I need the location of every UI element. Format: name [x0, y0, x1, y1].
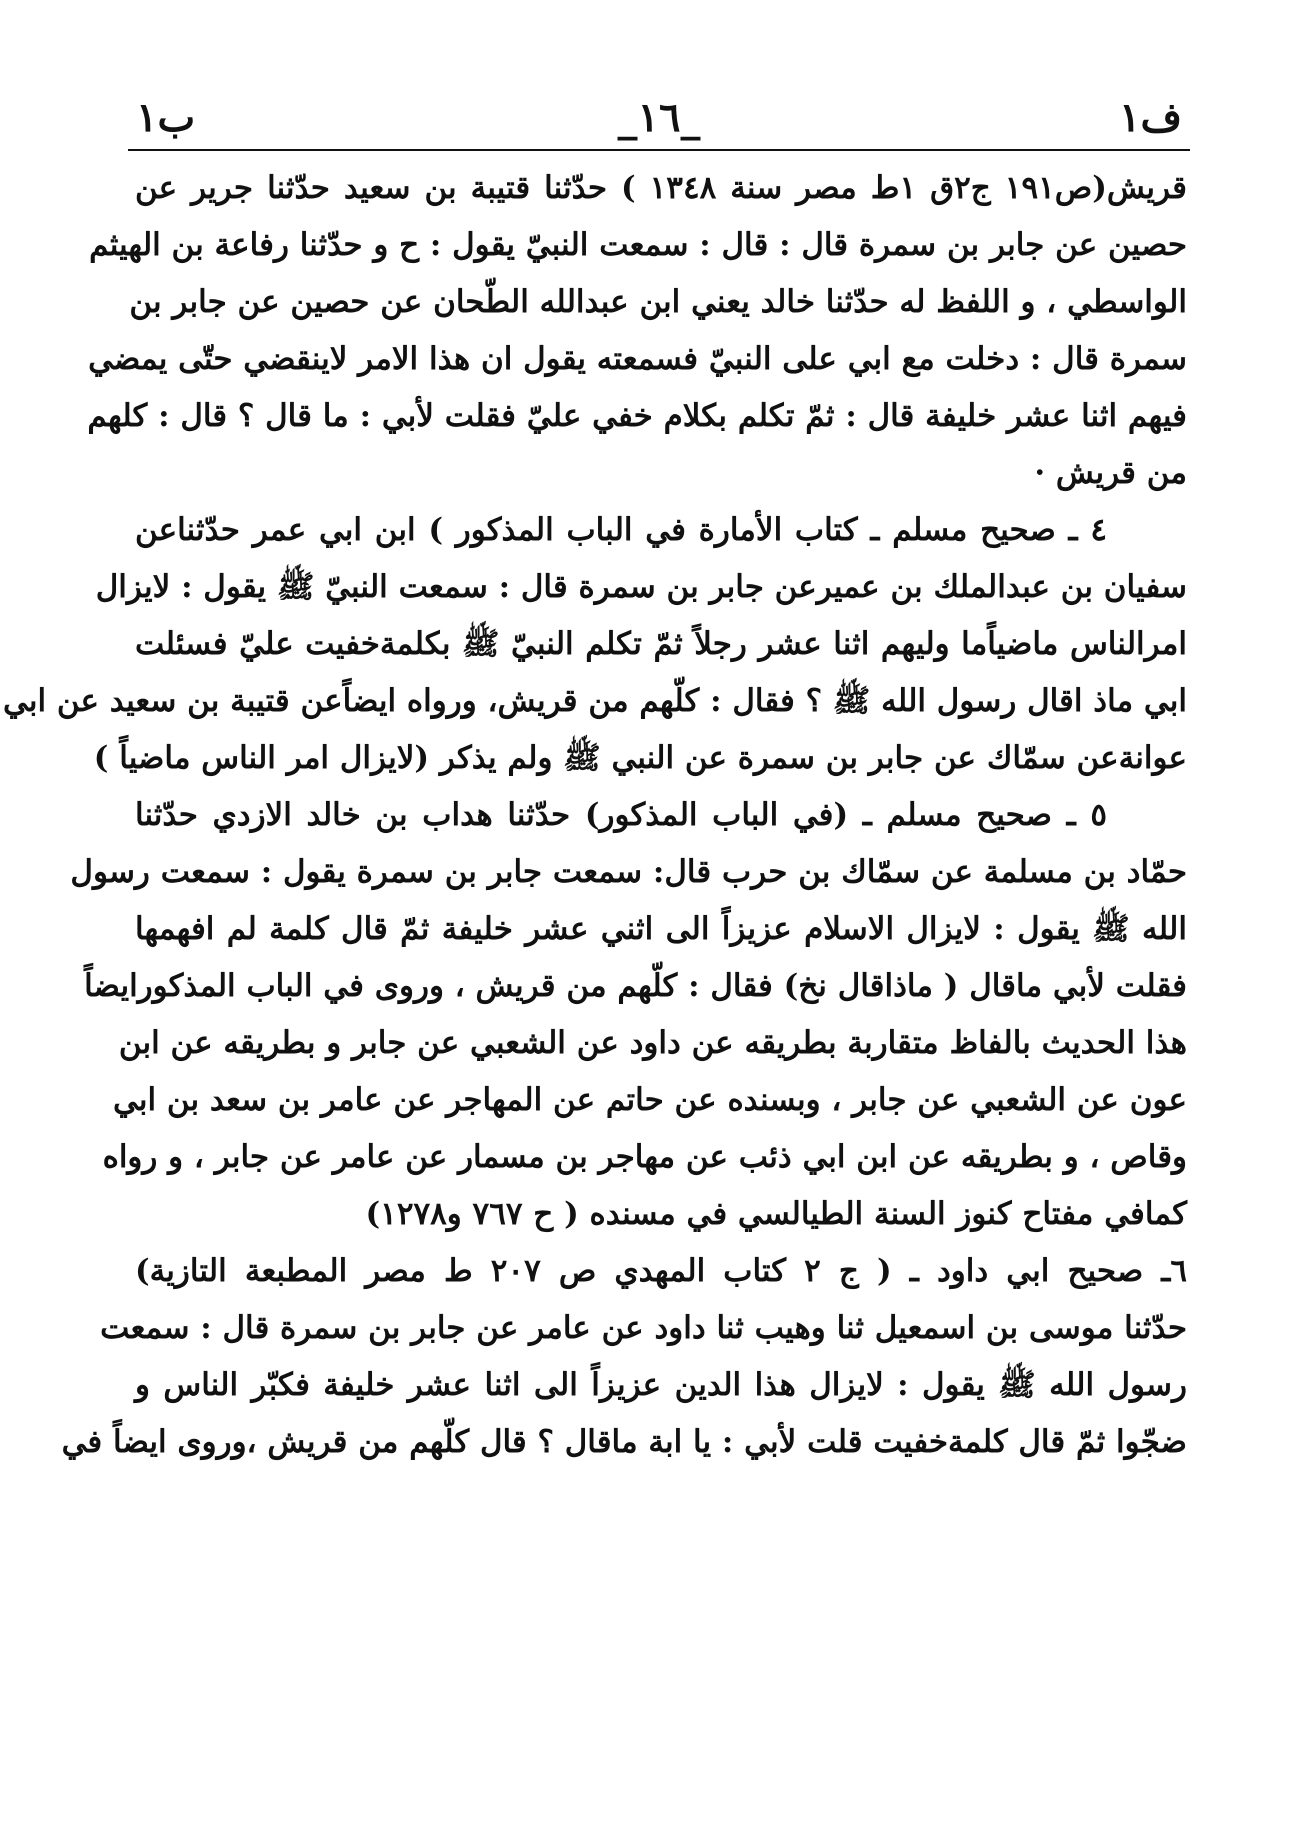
- text-line: وقاص ، و بطريقه عن ابن ابي ذئب عن مهاجر بن مسمار عن عامر عن جابر ، و رواه: [102, 1139, 1187, 1175]
- page-header: [128, 88, 1190, 148]
- text-line: من قريش ·: [1034, 455, 1187, 491]
- text-line: كمافي مفتاح كنوز السنة الطيالسي في مسنده ( ح ٧٦٧ و١٢٧٨): [365, 1196, 1187, 1232]
- text-line: الواسطي ، و اللفظ له حدّثنا خالد يعني ابن عبدالله الطّحان عن حصين عن جابر بن: [129, 284, 1187, 320]
- header-left-label: ب١: [136, 94, 196, 141]
- text-line: فيهم اثنا عشر خليفة قال : ثمّ تكلم بكلام خفي عليّ فقلت لأبي : ما قال ؟ قال : كلهم: [87, 398, 1187, 434]
- text-line: امرالناس ماضياًما وليهم اثنا عشر رجلاً ثمّ تكلم النبيّ ﷺ بكلمةخفيت عليّ فسئلت: [135, 626, 1187, 662]
- section-heading-line: ٦ـ صحيح ابي داود ـ ( ج ٢ كتاب المهدي ص ٢٠٧ ط مصر المطبعة التازية): [135, 1253, 1187, 1289]
- text-line: الله ﷺ يقول : لايزال الاسلام عزيزاً الى اثني عشر خليفة ثمّ قال كلمة لم افهمها: [135, 911, 1187, 947]
- text-line: حصين عن جابر بن سمرة قال : قال : سمعت النبيّ يقول : ح و حدّثنا رفاعة بن الهيثم: [89, 227, 1187, 263]
- header-right-label: ف١: [1119, 94, 1182, 141]
- header-rule: [128, 149, 1190, 151]
- text-line: عوانةعن سمّاك عن جابر بن سمرة عن النبي ﷺ ولم يذكر (لايزال امر الناس ماضياً ): [93, 740, 1187, 776]
- text-line: سمرة قال : دخلت مع ابي على النبيّ فسمعته يقول ان هذا الامر لاينقضي حتّى يمضي: [88, 341, 1187, 377]
- text-line: عون عن الشعبي عن جابر ، وبسنده عن حاتم عن المهاجر عن عامر بن سعد بن ابي: [113, 1082, 1187, 1118]
- section-heading-line: ٥ ـ صحيح مسلم ـ (في الباب المذكور) حدّثنا هداب بن خالد الازدي حدّثنا: [135, 797, 1107, 833]
- text-line: هذا الحديث بالفاظ متقاربة بطريقه عن داود عن الشعبي عن جابر و بطريقه عن ابن: [118, 1025, 1187, 1061]
- text-line: ابي ماذ اقال رسول الله ﷺ ؟ فقال : كلّهم من قريش، ورواه ايضاًعن قتيبة بن سعيد عن ابي: [3, 683, 1187, 719]
- page-body: [3, 160, 1187, 1471]
- text-line: رسول الله ﷺ يقول : لايزال هذا الدين عزيزاً الى اثنا عشر خليفة فكبّر الناس و: [135, 1367, 1187, 1403]
- text-line: قريش(ص١٩١ ج٢ق ١ط مصر سنة ١٣٤٨ ) حدّثنا قتيبة بن سعيد حدّثنا جرير عن: [135, 170, 1187, 206]
- text-line: فقلت لأبي ماقال ( ماذاقال نخ) فقال : كلّهم من قريش ، وروى في الباب المذكورايضاً: [84, 968, 1187, 1004]
- text-line: حدّثنا موسى بن اسمعيل ثنا وهيب ثنا داود عن عامر عن جابر بن سمرة قال : سمعت: [100, 1310, 1187, 1346]
- text-line: ضجّوا ثمّ قال كلمةخفيت قلت لأبي : يا ابة ماقال ؟ قال كلّهم من قريش ،وروى ايضاً في: [61, 1424, 1187, 1460]
- section-heading-line: ٤ ـ صحيح مسلم ـ كتاب الأمارة في الباب المذكور ) ابن ابي عمر حدّثناعن: [135, 512, 1107, 548]
- text-line: سفيان بن عبدالملك بن عميرعن جابر بن سمرة قال : سمعت النبيّ ﷺ يقول : لايزال: [95, 569, 1187, 605]
- text-line: حمّاد بن مسلمة عن سمّاك بن حرب قال: سمعت جابر بن سمرة يقول : سمعت رسول: [70, 854, 1187, 890]
- page-number: _١٦_: [617, 94, 701, 141]
